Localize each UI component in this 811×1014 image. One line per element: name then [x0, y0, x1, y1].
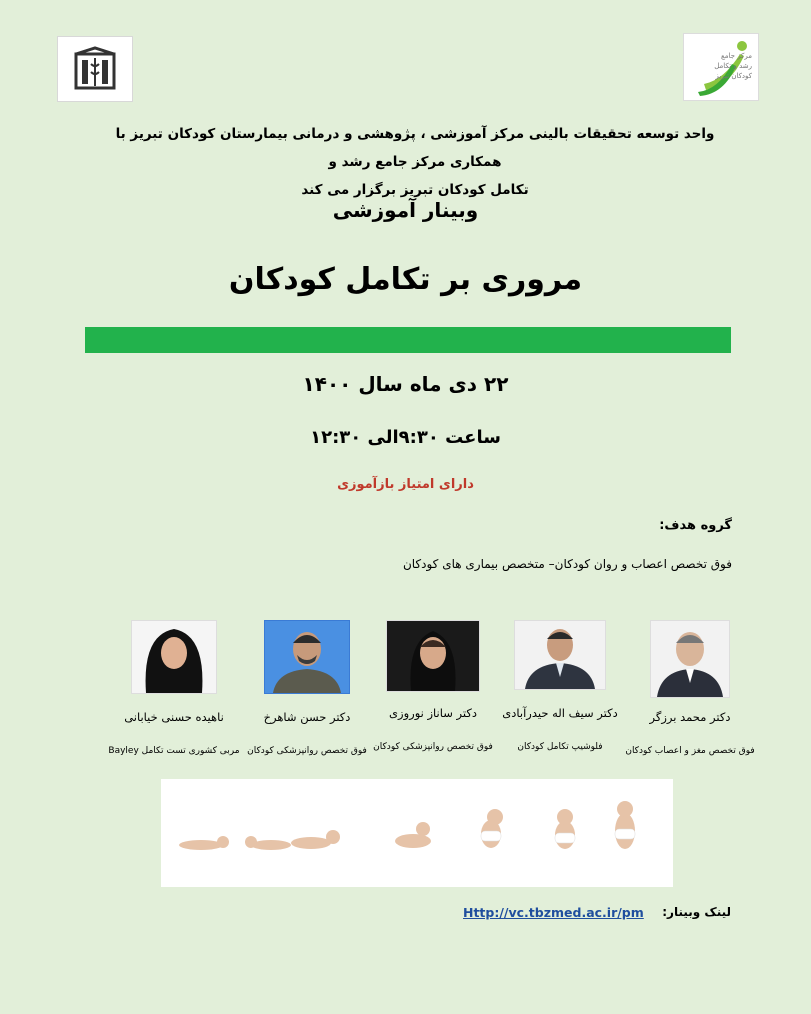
- accent-divider: [85, 327, 731, 353]
- baby-development-image: [161, 779, 673, 887]
- logo-text-2: رشد و تکامل: [714, 62, 752, 70]
- university-emblem-icon: [72, 46, 118, 92]
- speaker-photo: [131, 620, 217, 694]
- event-date: ۲۲ دی ماه سال ۱۴۰۰: [302, 372, 509, 396]
- university-logo: [57, 36, 133, 102]
- logo-text-1: مرکز جامع: [721, 52, 752, 60]
- speaker-title: فوق تخصص روانپزشکی کودکان: [247, 746, 367, 756]
- webinar-link[interactable]: Http://vc.tbzmed.ac.ir/pm: [463, 905, 644, 920]
- speaker-card: [363, 620, 503, 752]
- speaker-name: دکتر محمد برزگر: [649, 710, 731, 724]
- speaker-card: [620, 620, 760, 756]
- speaker-card: [490, 620, 630, 752]
- speaker-name: دکتر سیف اله حیدرآبادی: [502, 706, 618, 720]
- logo-text-3: کودکان تبریز: [715, 72, 752, 80]
- speaker-card: [104, 620, 244, 756]
- person-icon: [387, 621, 479, 691]
- webinar-link-label: لینک وبینار:: [662, 905, 731, 919]
- intro-text: [90, 120, 740, 204]
- speaker-photo: [264, 620, 350, 694]
- speaker-photo: [514, 620, 606, 690]
- speaker-name: دکتر ساناز نوروزی: [389, 706, 477, 720]
- webinar-title: مروری بر تکامل کودکان: [228, 262, 583, 297]
- intro-line-2: تکامل کودکان تبریز برگزار می کند: [301, 182, 529, 198]
- webinar-type-label: وبینار آموزشی: [332, 198, 479, 222]
- baby-stages-illustration: [161, 779, 673, 887]
- speaker-name: ناهیده حسنی خیابانی: [124, 710, 224, 724]
- growth-center-logo: [683, 33, 759, 101]
- speaker-card: [237, 620, 377, 756]
- credit-note: دارای امتیاز بازآموزی: [337, 477, 474, 492]
- target-group-value: فوق تخصص اعصاب و روان کودکان– متخصص بیماری های کودکان: [402, 557, 732, 571]
- target-group-label: گروه هدف:: [659, 518, 732, 533]
- person-icon: [515, 621, 605, 689]
- intro-line-1: واحد توسعه تحقیقات بالینی مرکز آموزشی ، پژوهشی و درمانی بیمارستان کودکان تبریز با همکاری مرکز جامع رشد و: [115, 126, 715, 170]
- speaker-title: فوق تخصص مغز و اعصاب کودکان: [625, 746, 755, 756]
- speaker-name: دکتر حسن شاهرخ: [263, 710, 351, 724]
- person-icon: [651, 621, 729, 697]
- speaker-title: مربی کشوری تست تکامل Bayley: [108, 746, 240, 756]
- person-icon: [132, 621, 216, 693]
- event-time: ساعت ۹:۳۰الی ۱۲:۳۰: [310, 427, 501, 448]
- speaker-photo: [386, 620, 480, 692]
- speaker-photo: [650, 620, 730, 698]
- speaker-title: فلوشیپ تکامل کودکان: [517, 742, 603, 752]
- speaker-title: فوق تخصص روانپزشکی کودکان: [373, 742, 493, 752]
- person-icon: [265, 621, 349, 693]
